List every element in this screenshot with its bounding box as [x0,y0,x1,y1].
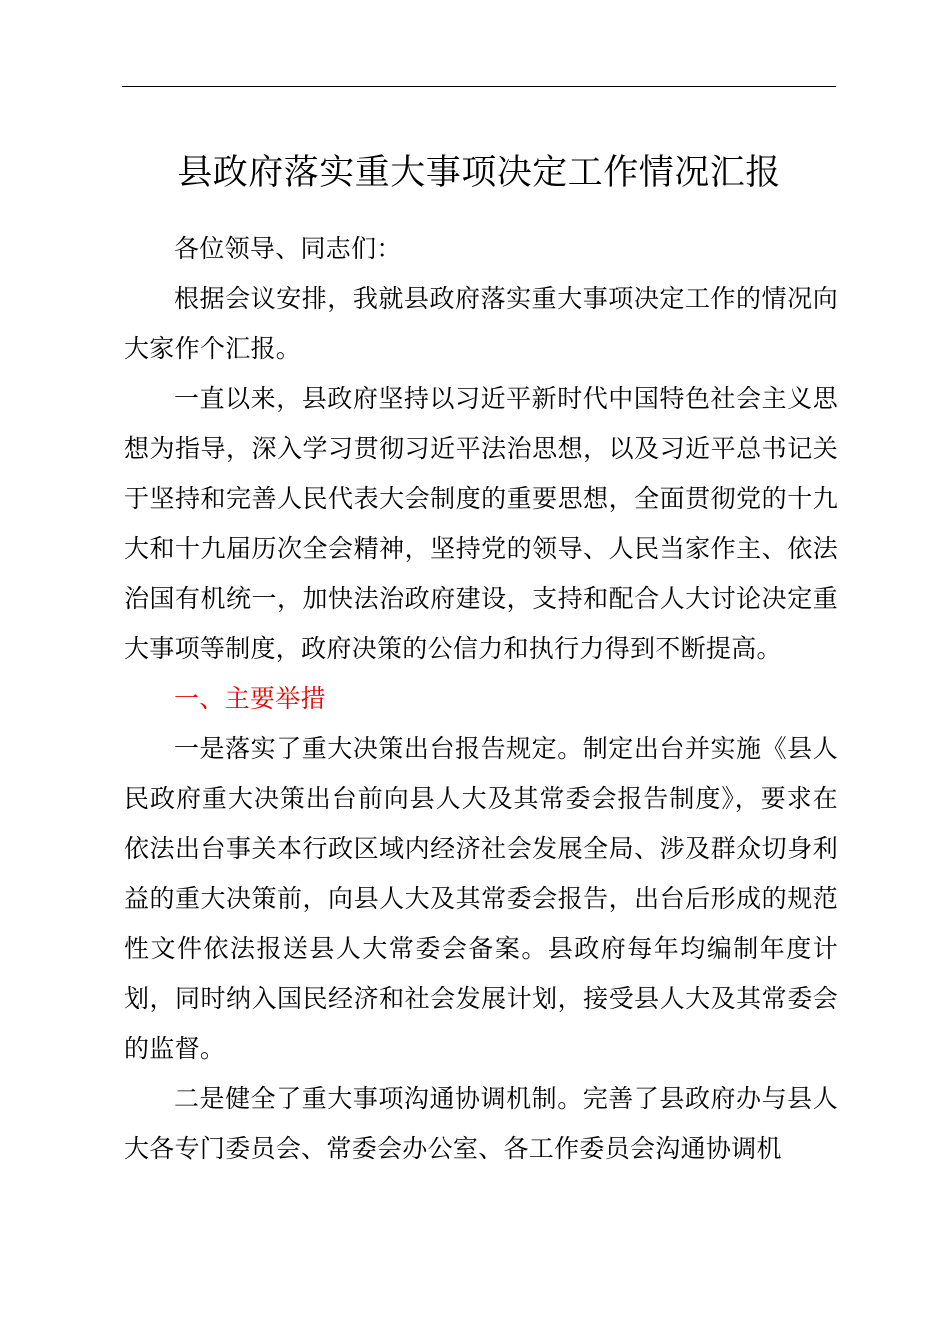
salutation: 各位领导、同志们： [174,234,402,263]
document-body [124,224,838,1174]
paragraph-measure-2: 二是健全了重大事项沟通协调机制。完善了县政府办与县人大各专门委员会、常委会办公室、各工作委员会沟通协调机 [124,1084,838,1163]
header-rule [122,86,836,87]
document-title: 县政府落实重大事项决定工作情况汇报 [177,153,781,193]
paragraph-measure-1: 一是落实了重大决策出台报告规定。制定出台并实施《县人民政府重大决策出台前向县人大及其常委会报告制度》，要求在依法出台事关本行政区域内经济社会发展全局、涉及群众切身利益的重大决策前，向县人大及其常委会报告，出台后形成的规范性文件依法报送县人大常委会备案。县政府每年均编制年度计划，同时纳入国民经济和社会发展计划，接受县人大及其常委会的监督。 [124,734,838,1063]
paragraph-background: 一直以来，县政府坚持以习近平新时代中国特色社会主义思想为指导，深入学习贯彻习近平法治思想，以及习近平总书记关于坚持和完善人民代表大会制度的重要思想，全面贯彻党的十九大和十九届历次全会精神，坚持党的领导、人民当家作主、依法治国有机统一，加快法治政府建设，支持和配合人大讨论决定重大事项等制度，政府决策的公信力和执行力得到不断提高。 [124,384,838,663]
section-heading: 一、主要举措 [174,684,326,713]
paragraph-intro: 根据会议安排，我就县政府落实重大事项决定工作的情况向大家作个汇报。 [124,284,838,363]
